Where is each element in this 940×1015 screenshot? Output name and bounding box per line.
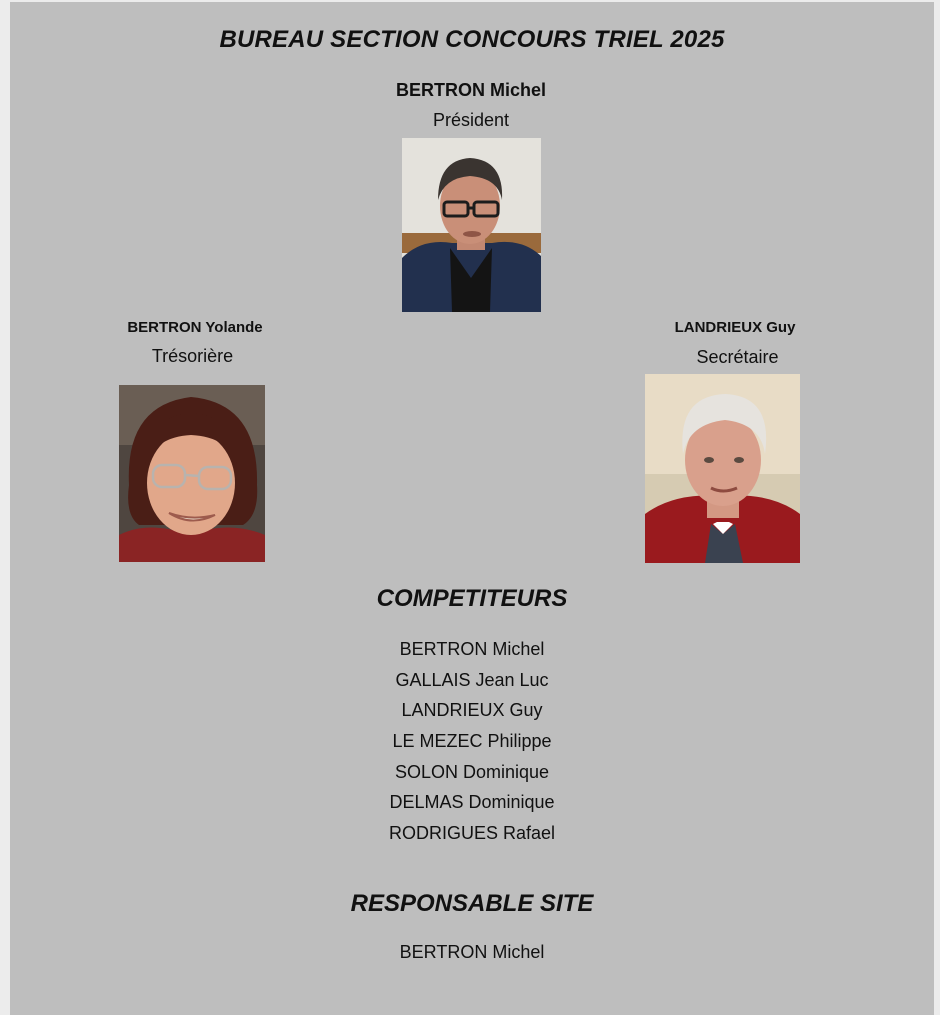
treasurer-photo (119, 385, 265, 562)
secretary-role: Secrétaire (696, 347, 779, 367)
competitor-name: LE MEZEC Philippe (392, 731, 552, 752)
competitor-name: RODRIGUES Rafael (388, 823, 556, 844)
competitor-name: LANDRIEUX Guy (401, 700, 543, 721)
site-heading: RESPONSABLE SITE (350, 890, 594, 917)
president-role: Président (432, 110, 510, 130)
president-name: BERTRON Michel (395, 80, 546, 100)
competitor-name: GALLAIS Jean Luc (395, 669, 549, 690)
competitor-name: SOLON Dominique (394, 761, 550, 782)
competitors-heading: COMPETITEURS (376, 585, 568, 612)
competitor-name: BERTRON Michel (399, 639, 545, 659)
president-photo (402, 138, 541, 312)
treasurer-name: BERTRON Yolande (127, 319, 263, 336)
site-responsible-name: BERTRON Michel (399, 942, 545, 962)
secretary-name: LANDRIEUX Guy (674, 319, 796, 336)
document-page (10, 2, 934, 1015)
secretary-photo (645, 374, 800, 563)
competitor-name: DELMAS Dominique (389, 792, 555, 813)
treasurer-role: Trésorière (151, 346, 234, 366)
competitors-list (10, 636, 934, 851)
page-title: BUREAU SECTION CONCOURS TRIEL 2025 (219, 26, 725, 53)
